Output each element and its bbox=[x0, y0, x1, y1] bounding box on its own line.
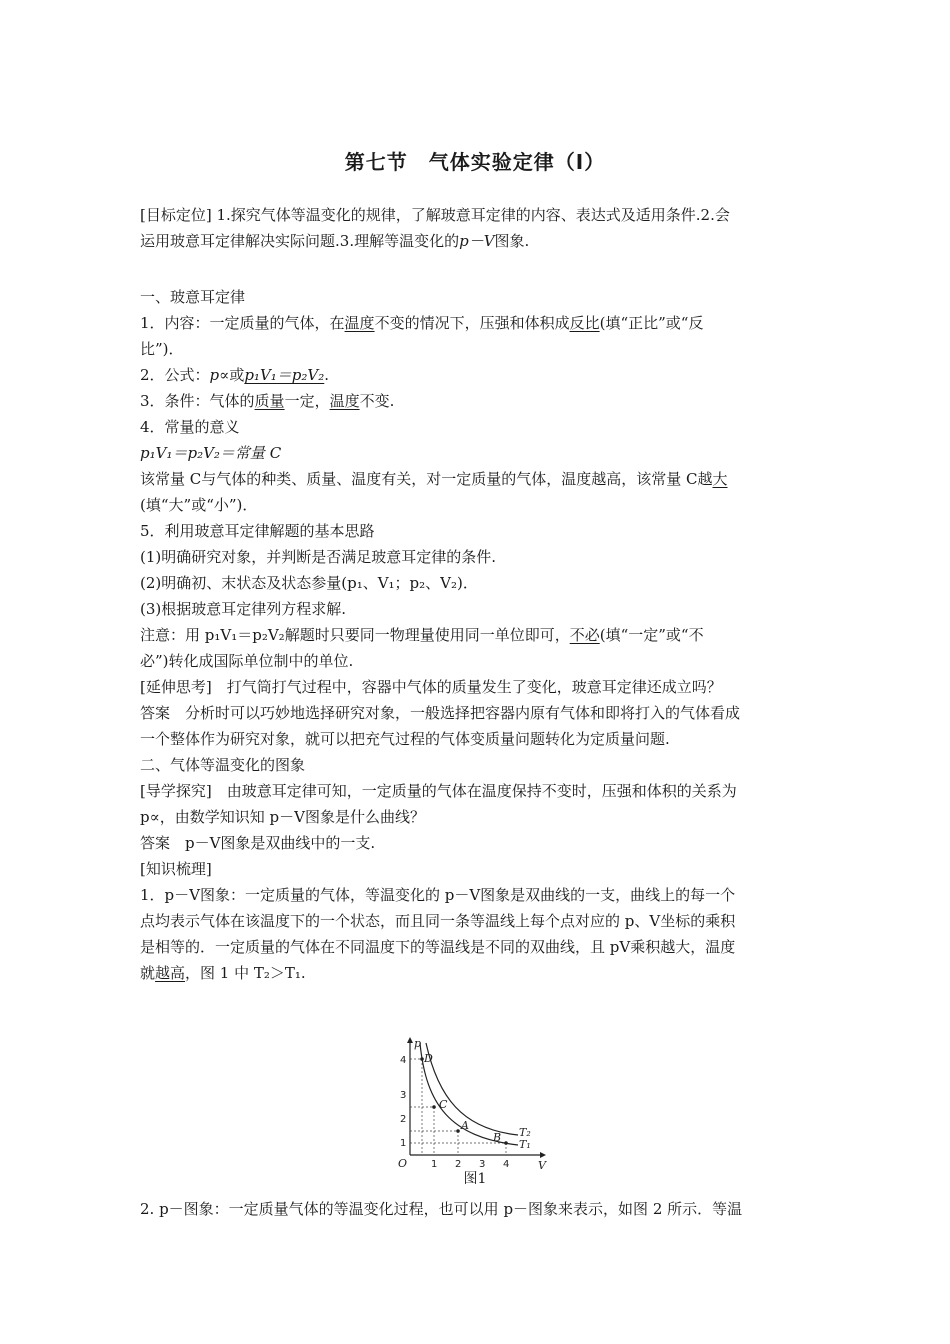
item-2-formula: 2．公式：p∝或p₁V₁＝p₂V₂. bbox=[140, 366, 330, 384]
x-tick-3: 3 bbox=[479, 1159, 486, 1170]
item-4-heading: 4．常量的意义 bbox=[140, 418, 240, 436]
y-tick-1: 1 bbox=[400, 1138, 407, 1149]
point-b bbox=[504, 1141, 508, 1145]
y-tick-4: 4 bbox=[400, 1055, 407, 1066]
extend-question: [延伸思考] 打气筒打气过程中，容器中气体的质量发生了变化，玻意耳定律还成立吗？ bbox=[140, 678, 722, 696]
x-tick-2: 2 bbox=[455, 1159, 462, 1170]
guide-line-1: [导学探究] 由玻意耳定律可知，一定质量的气体在温度保持不变时，压强和体积的关系为 bbox=[140, 782, 737, 800]
knowledge-1-line-4: 就越高，图 1 中 T₂＞T₁. bbox=[140, 964, 306, 982]
knowledge-1-line-3: 是相等的．一定质量的气体在不同温度下的等温线是不同的双曲线，且 pV乘积越大，温度 bbox=[140, 938, 736, 956]
y-axis-arrow-icon bbox=[407, 1037, 413, 1043]
y-tick-3: 3 bbox=[400, 1090, 407, 1101]
origin-label: O bbox=[398, 1157, 408, 1170]
item-3-condition: 3．条件：气体的质量一定，温度不变. bbox=[140, 392, 395, 410]
curve-t2-label: T₂ bbox=[519, 1126, 531, 1139]
goals-line-1: [目标定位] 1.探究气体等温变化的规律，了解玻意耳定律的内容、表达式及适用条件.2.会 bbox=[140, 206, 730, 224]
figure-1-pv-graph bbox=[390, 1035, 550, 1170]
v-axis-label: V bbox=[538, 1159, 546, 1170]
goals-block bbox=[140, 202, 812, 254]
section-1-heading: 一、玻意耳定律 bbox=[140, 288, 246, 306]
point-b-label: B bbox=[493, 1131, 502, 1144]
isotherm-t1 bbox=[420, 1043, 518, 1145]
extend-answer-1: 答案 分析时可以巧妙地选择研究对象，一般选择把容器内原有气体和即将打入的气体看成 bbox=[140, 704, 741, 722]
figure-1-caption: 图1 bbox=[463, 1171, 487, 1187]
knowledge-1-line-1: 1．p－V图象：一定质量的气体，等温变化的 p－V图象是双曲线的一支，曲线上的每一个 bbox=[140, 886, 736, 904]
page-title: 第七节 气体实验定律（Ⅰ） bbox=[344, 150, 606, 174]
item-5-heading: 5．利用玻意耳定律解题的基本思路 bbox=[140, 522, 375, 540]
knowledge-2-line-1: 2. p－图象：一定质量气体的等温变化过程，也可以用 p－图象来表示，如图 2 所示．等温 bbox=[140, 1200, 743, 1218]
main-content bbox=[140, 284, 812, 986]
x-axis-arrow-icon bbox=[540, 1152, 546, 1158]
item-5-step-1: (1)明确研究对象，并判断是否满足玻意耳定律的条件. bbox=[140, 548, 497, 566]
knowledge-heading: [知识梳理] bbox=[140, 860, 212, 878]
guide-answer: 答案 p－V图象是双曲线中的一支. bbox=[140, 834, 376, 852]
item-1-content-2: 比”)． bbox=[140, 340, 184, 358]
goals-line-2: 运用玻意耳定律解决实际问题.3.理解等温变化的p－V图象. bbox=[140, 232, 530, 250]
knowledge-1-line-2: 点均表示气体在该温度下的一个状态，而且同一条等温线上每个点对应的 p、V坐标的乘积 bbox=[140, 912, 736, 930]
isotherm-t2 bbox=[426, 1043, 518, 1135]
extend-answer-2: 一个整体作为研究对象，就可以把充气过程的气体变质量问题转化为定质量问题. bbox=[140, 730, 670, 748]
point-a bbox=[456, 1129, 460, 1133]
x-tick-1: 1 bbox=[431, 1159, 438, 1170]
p-axis-label: p bbox=[414, 1037, 422, 1050]
x-tick-4: 4 bbox=[503, 1159, 510, 1170]
point-c-label: C bbox=[439, 1098, 448, 1111]
item-1-content: 1．内容：一定质量的气体，在温度不变的情况下，压强和体积成反比(填“正比”或“反 bbox=[140, 314, 704, 332]
section-2-heading: 二、气体等温变化的图象 bbox=[140, 756, 306, 774]
guide-line-2: p∝，由数学知识知 p－V图象是什么曲线？ bbox=[140, 808, 425, 826]
point-c bbox=[432, 1105, 436, 1109]
point-d-label: D bbox=[424, 1052, 433, 1065]
y-tick-2: 2 bbox=[400, 1114, 407, 1125]
item-4-formula: p₁V₁＝p₂V₂＝常量 C bbox=[140, 444, 282, 462]
item-4-desc: 该常量 C与气体的种类、质量、温度有关，对一定质量的气体，温度越高，该常量 C越大 bbox=[140, 470, 728, 488]
curve-t1-label: T₁ bbox=[519, 1138, 531, 1151]
item-5-step-2: (2)明确初、末状态及状态参量(p₁、V₁；p₂、V₂)． bbox=[140, 574, 478, 592]
item-5-note: 注意：用 p₁V₁＝p₂V₂解题时只要同一物理量使用同一单位即可，不必(填“一定”或“不 bbox=[140, 626, 704, 644]
item-5-step-3: (3)根据玻意耳定律列方程求解. bbox=[140, 600, 347, 618]
knowledge-2-block bbox=[140, 1196, 812, 1222]
point-a-label: A bbox=[461, 1119, 469, 1132]
item-4-desc-2: (填“大”或“小”)． bbox=[140, 496, 258, 514]
item-5-note-2: 必”)转化成国际单位制中的单位. bbox=[140, 652, 354, 670]
